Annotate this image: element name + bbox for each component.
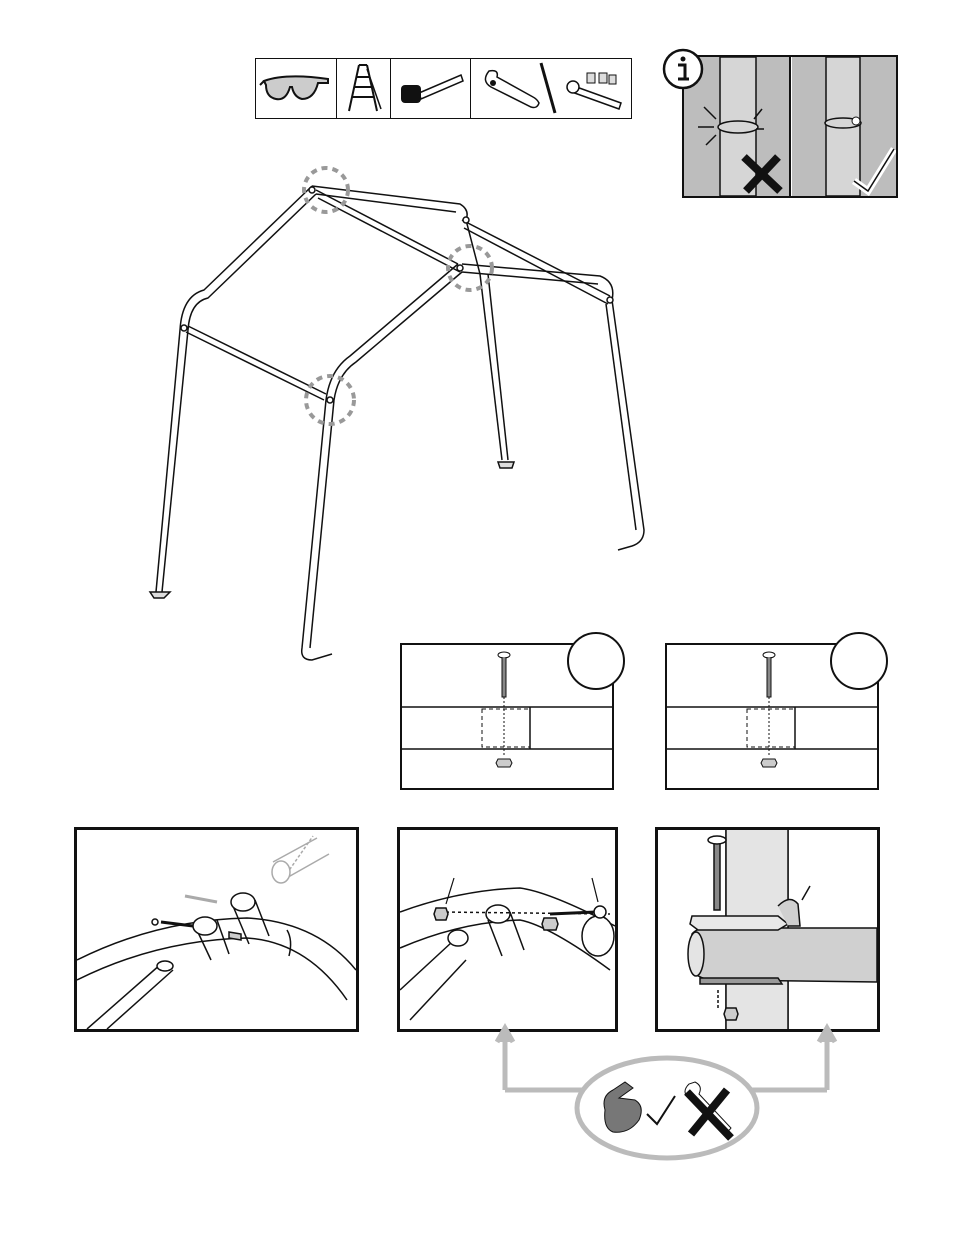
carriage-bolt [763, 652, 775, 697]
info-panel [682, 55, 898, 198]
hand-tighten-callout [495, 1020, 840, 1170]
ridge-joint-assembly [397, 827, 618, 1032]
hex-nut [496, 759, 512, 767]
hex-nut [761, 759, 777, 767]
required-tools-strip [255, 58, 632, 119]
corner-joint-exploded-view [74, 827, 359, 1032]
wrench-options [471, 59, 631, 118]
hand-tighten-icon [604, 1082, 641, 1132]
adjustable-wrench-icon [485, 71, 539, 108]
wrench-prohibited-icon [685, 1082, 731, 1138]
info-icon [661, 47, 705, 91]
step-badge-a [567, 632, 625, 690]
step-ladder-icon [337, 59, 391, 118]
check-mark-icon [647, 1096, 675, 1124]
shelter-frame-drawing [140, 160, 660, 670]
safety-glasses-icon [256, 59, 337, 118]
bracket-bolt-assembly [655, 827, 880, 1032]
highlight-joint-ridge [448, 246, 492, 290]
bolt-threaded [708, 836, 726, 910]
socket-wrench-icon [567, 73, 621, 109]
step-badge-b [830, 632, 888, 690]
carriage-bolt [498, 652, 510, 697]
rubber-mallet-icon [391, 59, 471, 118]
